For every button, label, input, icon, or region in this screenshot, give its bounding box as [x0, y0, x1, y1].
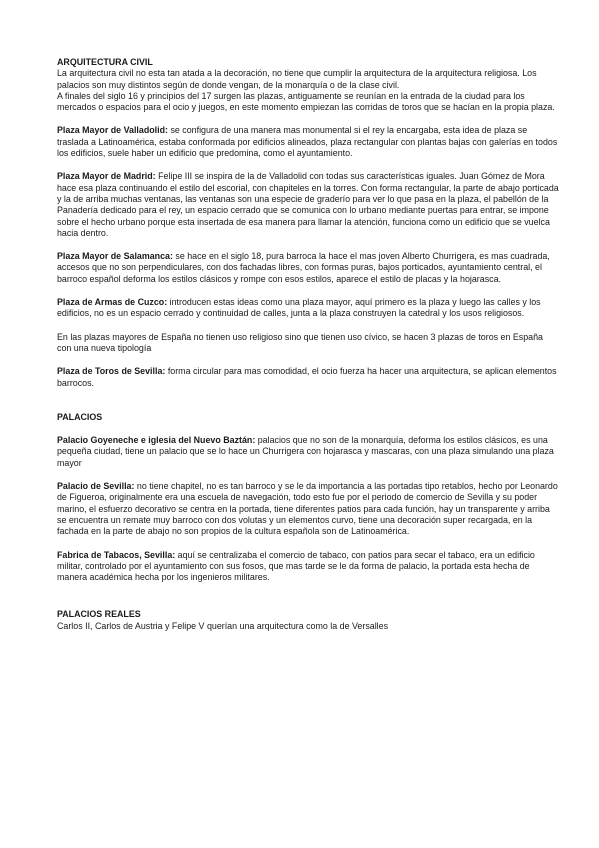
paragraph-title: Plaza de Armas de Cuzco:: [57, 297, 168, 308]
paragraph-text: En las plazas mayores de España no tienen uso religioso sino que tienen uso cívico, se hacen 3 plazas de toros en España con una nueva tipología: [57, 331, 543, 353]
paragraph-text: introducen estas ideas como una plaza mayor, aquí primero es la plaza y luego las calles y los edificios, no es un espacio cerrado y continuidad de calles, junta a la plaza construyen la catedral y los usos religiosos.: [57, 297, 541, 319]
paragraph-fabrica-tabacos: [57, 550, 559, 584]
section-heading-arquitectura-civil: ARQUITECTURA CIVIL: [57, 57, 153, 67]
paragraph-madrid: [57, 171, 559, 239]
paragraph-title: Plaza Mayor de Valladolid:: [57, 125, 168, 136]
paragraph-text: se hace en el siglo 18, pura barroca la hace el mas joven Alberto Churrigera, es mas cuadrada, accesos que no son perpendiculares, con dos fachadas libres, con formas puras, bajos porticados, ayuntamiento central, el barroco español deforma los estilos clásicos y rompe con esos estilos, aparece el estilo de placas y la hojarasca.: [57, 251, 550, 284]
paragraph-title: Palacio Goyeneche e iglesia del Nuevo Baztán:: [57, 435, 256, 446]
paragraph-intro: La arquitectura civil no esta tan atada a la decoración, no tiene que cumplir la arquitectura de la arquitectura religiosa. Los palacios son muy distintos según de donde vengan, de la monarquía o de la clase civil.: [57, 68, 537, 90]
paragraph-text: palacios que no son de la monarquía, deforma los estilos clásicos, es una pequeña ciudad, tiene un palacio que se lo hace un Churrigera con hojarasca y mascaras, con una plaza simulando una plaza mayor: [57, 435, 554, 468]
paragraph-text: aquí se centralizaba el comercio de tabaco, con patios para secar el tabaco, era un edificio militar, controlado por el ayuntamiento con sus fosos, que mas tarde se le da forma de palacio, la portada esta hecha de manera académica hecha por los ingenieros militares.: [57, 549, 535, 583]
paragraph-text: forma circular para mas comodidad, el ocio fuerza ha hacer una arquitectura, se aplican elementos barrocos.: [57, 366, 557, 388]
paragraph-title: Plaza Mayor de Madrid:: [57, 171, 156, 182]
paragraph-salamanca: [57, 251, 559, 285]
paragraph-title: Palacio de Sevilla:: [57, 481, 135, 492]
paragraph-valladolid: [57, 125, 559, 159]
paragraph-palacio-sevilla: [57, 481, 559, 537]
paragraph-title: Fabrica de Tabacos, Sevilla:: [57, 549, 176, 560]
paragraph-title: Plaza de Toros de Sevilla:: [57, 366, 166, 377]
paragraph-plazas-toros-espana: [57, 332, 559, 355]
paragraph-text: se configura de una manera mas monumental si el rey la encargaba, esta idea de plaza se traslada a Latinoamérica, estaba conformada por edificios alineados, plaza rectangular con plantas bajas con galerías en todos los edificios, suele haber un edificio que predomina, como el ayuntamiento.: [57, 125, 558, 159]
paragraph-palacios-reales: Carlos II, Carlos de Austria y Felipe V querían una arquitectura como la de Versalles: [57, 620, 389, 631]
paragraph-cuzco: [57, 297, 559, 320]
paragraph-intro-plazas: A finales del siglo 16 y principios del 17 surgen las plazas, antiguamente se reunían en la entrada de la ciudad para los mercados o espacios para el ocio y juegos, en este momento empiezan las corridas de toros que se hacían en la propia plaza.: [57, 90, 555, 113]
section-heading-palacios-reales: PALACIOS REALES: [57, 609, 141, 620]
paragraph-text: no tiene chapitel, no es tan barroco y se le da importancia a las portadas tipo retablos, hecho por Leonardo de Figueroa, originalmente era una escuela de navegación, todo esto fue por el periodo de comercio de Sevilla y su poder marino, el esfuerzo decorativo se centra en la portada, tiene diferentes patios para cada función, hay un transparente y arriba se encuentra un remate muy barroco con dos volutas y un elementos curvo, tiene una decoración super recargada, en la fachada en la parte de abajo no son propios de la cultura española son de Latinoamérica.: [57, 481, 558, 537]
paragraph-title: Plaza Mayor de Salamanca:: [57, 251, 173, 262]
paragraph-toros-sevilla: [57, 366, 559, 389]
section-heading-palacios: PALACIOS: [57, 411, 103, 422]
paragraph-goyeneche: [57, 435, 559, 469]
paragraph-text: Felipe III se inspira de la de Valladolid con todas sus características iguales. Juan Gómez de Mora hace esa plaza continuando el estilo del escorial, con chapiteles en la torres. Con forma rectangular, la parte de abajo porticada y la de arriba muchas ventanas, las ventanas son una especie de graderío para ver lo que pasa en la plaza, el pabellón de la Panadería dedicado para el rey, un espacio cerrado que se comunica con lo urbano mediante puertas para entrar, se impone sobre el hecho urbano porque esta insertada de esa manera para llamar la atención, funciona como un edificio que se vuelca hacia dentro.: [57, 171, 559, 238]
